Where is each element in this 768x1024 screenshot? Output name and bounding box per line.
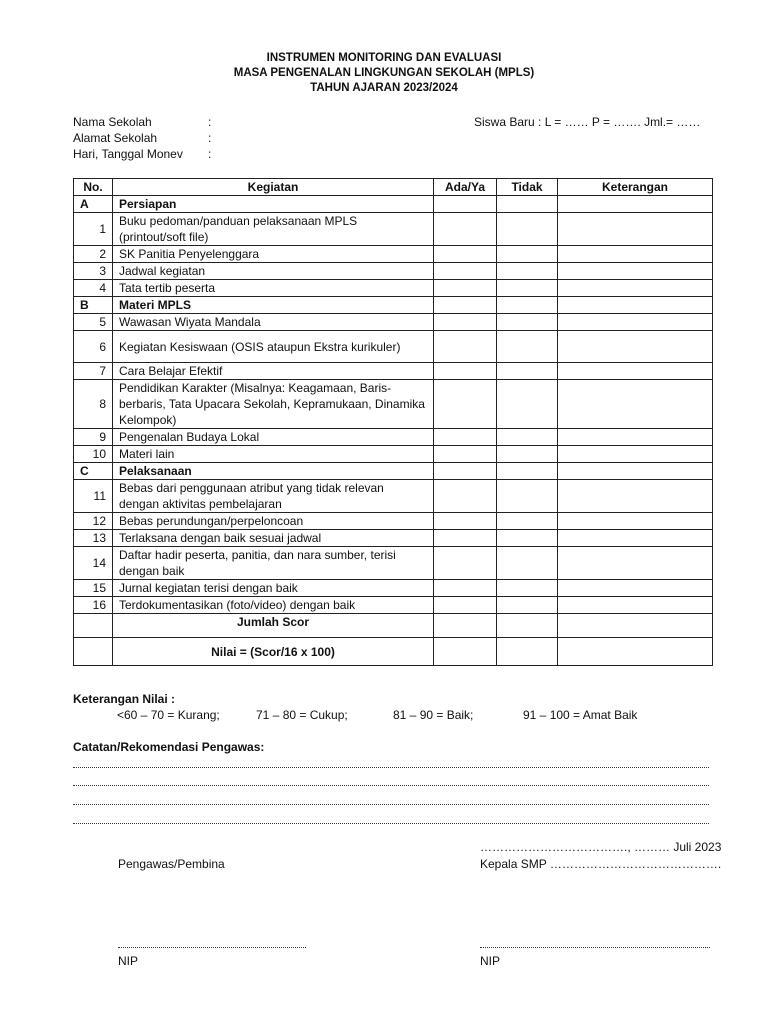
row-number: 14 bbox=[74, 547, 113, 580]
table-row bbox=[74, 280, 713, 297]
row-number: 10 bbox=[74, 446, 113, 463]
row-no-cell bbox=[497, 597, 558, 614]
row-notes-cell bbox=[558, 331, 713, 363]
row-number: 1 bbox=[74, 213, 113, 246]
row-yes-cell bbox=[434, 263, 497, 280]
row-activity: Bebas dari penggunaan atribut yang tidak relevan dengan aktivitas pembelajaran bbox=[113, 480, 434, 513]
row-number: 5 bbox=[74, 314, 113, 331]
table-row bbox=[74, 446, 713, 463]
row-no-cell bbox=[497, 580, 558, 597]
row-yes-cell bbox=[434, 429, 497, 446]
notes-dotted-line-4 bbox=[73, 822, 709, 824]
final-score-label: Nilai = (Scor/16 x 100) bbox=[113, 638, 434, 666]
row-activity: SK Panitia Penyelenggara bbox=[113, 246, 434, 263]
row-number: 7 bbox=[74, 363, 113, 380]
row-number: B bbox=[74, 297, 113, 314]
row-yes-cell bbox=[434, 530, 497, 547]
row-no-cell bbox=[497, 446, 558, 463]
row-notes-cell bbox=[558, 580, 713, 597]
row-no-cell bbox=[497, 530, 558, 547]
row-yes-cell bbox=[434, 246, 497, 263]
monev-date-colon: : bbox=[208, 147, 212, 161]
row-activity: Bebas perundungan/perpeloncoan bbox=[113, 513, 434, 530]
row-notes-cell bbox=[558, 280, 713, 297]
table-row bbox=[74, 314, 713, 331]
total-notes-cell bbox=[558, 614, 713, 638]
school-address-label: Alamat Sekolah bbox=[73, 131, 158, 145]
row-yes-cell bbox=[434, 446, 497, 463]
total-no-cell bbox=[74, 614, 113, 638]
row-activity: Daftar hadir peserta, panitia, dan nara sumber, terisi dengan baik bbox=[113, 547, 434, 580]
row-yes-cell bbox=[434, 280, 497, 297]
row-yes-cell bbox=[434, 213, 497, 246]
school-name-colon: : bbox=[208, 115, 212, 129]
row-activity: Terdokumentasikan (foto/video) dengan baik bbox=[113, 597, 434, 614]
new-students-count: Siswa Baru : L = …… P = ……. Jml.= …… bbox=[474, 115, 701, 129]
section-row bbox=[74, 463, 713, 480]
table-row bbox=[74, 597, 713, 614]
header-activity: Kegiatan bbox=[113, 179, 434, 196]
section-row bbox=[74, 297, 713, 314]
row-activity: Jadwal kegiatan bbox=[113, 263, 434, 280]
row-notes-cell bbox=[558, 363, 713, 380]
row-activity: Tata tertib peserta bbox=[113, 280, 434, 297]
row-number: 8 bbox=[74, 380, 113, 429]
table-row bbox=[74, 547, 713, 580]
school-name-label: Nama Sekolah bbox=[73, 115, 152, 129]
table-row bbox=[74, 363, 713, 380]
principal-signature-line bbox=[480, 946, 710, 948]
row-no-cell bbox=[497, 429, 558, 446]
row-no-cell bbox=[497, 331, 558, 363]
row-activity: Pelaksanaan bbox=[113, 463, 434, 480]
row-no-cell bbox=[497, 246, 558, 263]
row-notes-cell bbox=[558, 297, 713, 314]
row-no-cell bbox=[497, 263, 558, 280]
row-yes-cell bbox=[434, 196, 497, 213]
total-yes-cell bbox=[434, 614, 497, 638]
row-activity: Materi lain bbox=[113, 446, 434, 463]
row-number: 15 bbox=[74, 580, 113, 597]
row-yes-cell bbox=[434, 297, 497, 314]
score-legend-title: Keterangan Nilai : bbox=[73, 692, 176, 706]
row-activity: Terlaksana dengan baik sesuai jadwal bbox=[113, 530, 434, 547]
header-no-option: Tidak bbox=[497, 179, 558, 196]
table-row bbox=[74, 480, 713, 513]
final-notes-cell bbox=[558, 638, 713, 666]
score-range-baik: 81 – 90 = Baik; bbox=[393, 708, 474, 722]
row-number: 6 bbox=[74, 331, 113, 363]
section-row bbox=[74, 196, 713, 213]
notes-title: Catatan/Rekomendasi Pengawas: bbox=[73, 740, 265, 754]
row-no-cell bbox=[497, 363, 558, 380]
row-yes-cell bbox=[434, 480, 497, 513]
row-activity: Cara Belajar Efektif bbox=[113, 363, 434, 380]
doc-title-line-1: INSTRUMEN MONITORING DAN EVALUASI bbox=[266, 52, 502, 64]
row-notes-cell bbox=[558, 480, 713, 513]
row-number: 16 bbox=[74, 597, 113, 614]
final-no-cell bbox=[74, 638, 113, 666]
supervisor-signature-line bbox=[118, 946, 306, 948]
signature-date: ………………………………., ……… Juli 2023 bbox=[480, 840, 722, 854]
row-notes-cell bbox=[558, 314, 713, 331]
total-no-option-cell bbox=[497, 614, 558, 638]
notes-dotted-line-1 bbox=[73, 766, 709, 768]
row-activity: Pendidikan Karakter (Misalnya: Keagamaan, Baris-berbaris, Tata Upacara Sekolah, Kepramukaan, Dinamika Kelompok) bbox=[113, 380, 434, 429]
header-yes: Ada/Ya bbox=[434, 179, 497, 196]
row-yes-cell bbox=[434, 363, 497, 380]
row-number: 3 bbox=[74, 263, 113, 280]
header-notes: Keterangan bbox=[558, 179, 713, 196]
score-range-amat-baik: 91 – 100 = Amat Baik bbox=[523, 708, 638, 722]
supervisor-role: Pengawas/Pembina bbox=[118, 857, 225, 871]
score-range-kurang: <60 – 70 = Kurang; bbox=[117, 708, 220, 722]
row-no-cell bbox=[497, 380, 558, 429]
row-notes-cell bbox=[558, 530, 713, 547]
row-number: A bbox=[74, 196, 113, 213]
score-range-cukup: 71 – 80 = Cukup; bbox=[256, 708, 348, 722]
row-activity: Jurnal kegiatan terisi dengan baik bbox=[113, 580, 434, 597]
total-score-label: Jumlah Scor bbox=[113, 614, 434, 638]
table-row bbox=[74, 380, 713, 429]
row-notes-cell bbox=[558, 513, 713, 530]
row-activity: Wawasan Wiyata Mandala bbox=[113, 314, 434, 331]
row-activity: Kegiatan Kesiswaan (OSIS ataupun Ekstra kurikuler) bbox=[113, 331, 434, 363]
row-activity: Pengenalan Budaya Lokal bbox=[113, 429, 434, 446]
row-notes-cell bbox=[558, 446, 713, 463]
row-activity: Persiapan bbox=[113, 196, 434, 213]
row-no-cell bbox=[497, 547, 558, 580]
row-no-cell bbox=[497, 213, 558, 246]
row-yes-cell bbox=[434, 597, 497, 614]
row-no-cell bbox=[497, 480, 558, 513]
principal-role: Kepala SMP ……………………………………. bbox=[480, 857, 722, 871]
row-number: 13 bbox=[74, 530, 113, 547]
row-yes-cell bbox=[434, 513, 497, 530]
doc-title-line-2: MASA PENGENALAN LINGKUNGAN SEKOLAH (MPLS) bbox=[233, 67, 535, 79]
row-no-cell bbox=[497, 196, 558, 213]
table-row bbox=[74, 246, 713, 263]
notes-dotted-line-3 bbox=[73, 803, 709, 805]
table-row bbox=[74, 429, 713, 446]
table-header-row bbox=[74, 179, 713, 196]
final-no-option-cell bbox=[497, 638, 558, 666]
row-yes-cell bbox=[434, 463, 497, 480]
row-notes-cell bbox=[558, 429, 713, 446]
row-no-cell bbox=[497, 297, 558, 314]
final-score-row bbox=[74, 638, 713, 666]
row-yes-cell bbox=[434, 380, 497, 429]
final-yes-cell bbox=[434, 638, 497, 666]
row-notes-cell bbox=[558, 463, 713, 480]
row-no-cell bbox=[497, 314, 558, 331]
row-yes-cell bbox=[434, 314, 497, 331]
doc-title-line-3: TAHUN AJARAN 2023/2024 bbox=[310, 82, 458, 94]
row-number: C bbox=[74, 463, 113, 480]
table-row bbox=[74, 580, 713, 597]
table-row bbox=[74, 331, 713, 363]
row-yes-cell bbox=[434, 331, 497, 363]
row-number: 12 bbox=[74, 513, 113, 530]
supervisor-nip: NIP bbox=[118, 954, 139, 968]
row-activity: Buku pedoman/panduan pelaksanaan MPLS (printout/soft file) bbox=[113, 213, 434, 246]
row-number: 9 bbox=[74, 429, 113, 446]
row-no-cell bbox=[497, 463, 558, 480]
notes-dotted-line-2 bbox=[73, 784, 709, 786]
principal-nip: NIP bbox=[480, 954, 501, 968]
row-notes-cell bbox=[558, 196, 713, 213]
row-yes-cell bbox=[434, 547, 497, 580]
header-no: No. bbox=[74, 179, 113, 196]
row-notes-cell bbox=[558, 380, 713, 429]
row-activity: Materi MPLS bbox=[113, 297, 434, 314]
row-yes-cell bbox=[434, 580, 497, 597]
row-notes-cell bbox=[558, 547, 713, 580]
row-notes-cell bbox=[558, 213, 713, 246]
monitoring-table bbox=[73, 178, 713, 666]
row-no-cell bbox=[497, 513, 558, 530]
row-number: 2 bbox=[74, 246, 113, 263]
table-row bbox=[74, 213, 713, 246]
monev-date-label: Hari, Tanggal Monev bbox=[73, 147, 183, 161]
table-row bbox=[74, 263, 713, 280]
table-row bbox=[74, 530, 713, 547]
row-no-cell bbox=[497, 280, 558, 297]
row-notes-cell bbox=[558, 246, 713, 263]
total-score-row bbox=[74, 614, 713, 638]
school-address-colon: : bbox=[208, 131, 212, 145]
row-number: 4 bbox=[74, 280, 113, 297]
row-notes-cell bbox=[558, 597, 713, 614]
row-notes-cell bbox=[558, 263, 713, 280]
table-row bbox=[74, 513, 713, 530]
row-number: 11 bbox=[74, 480, 113, 513]
